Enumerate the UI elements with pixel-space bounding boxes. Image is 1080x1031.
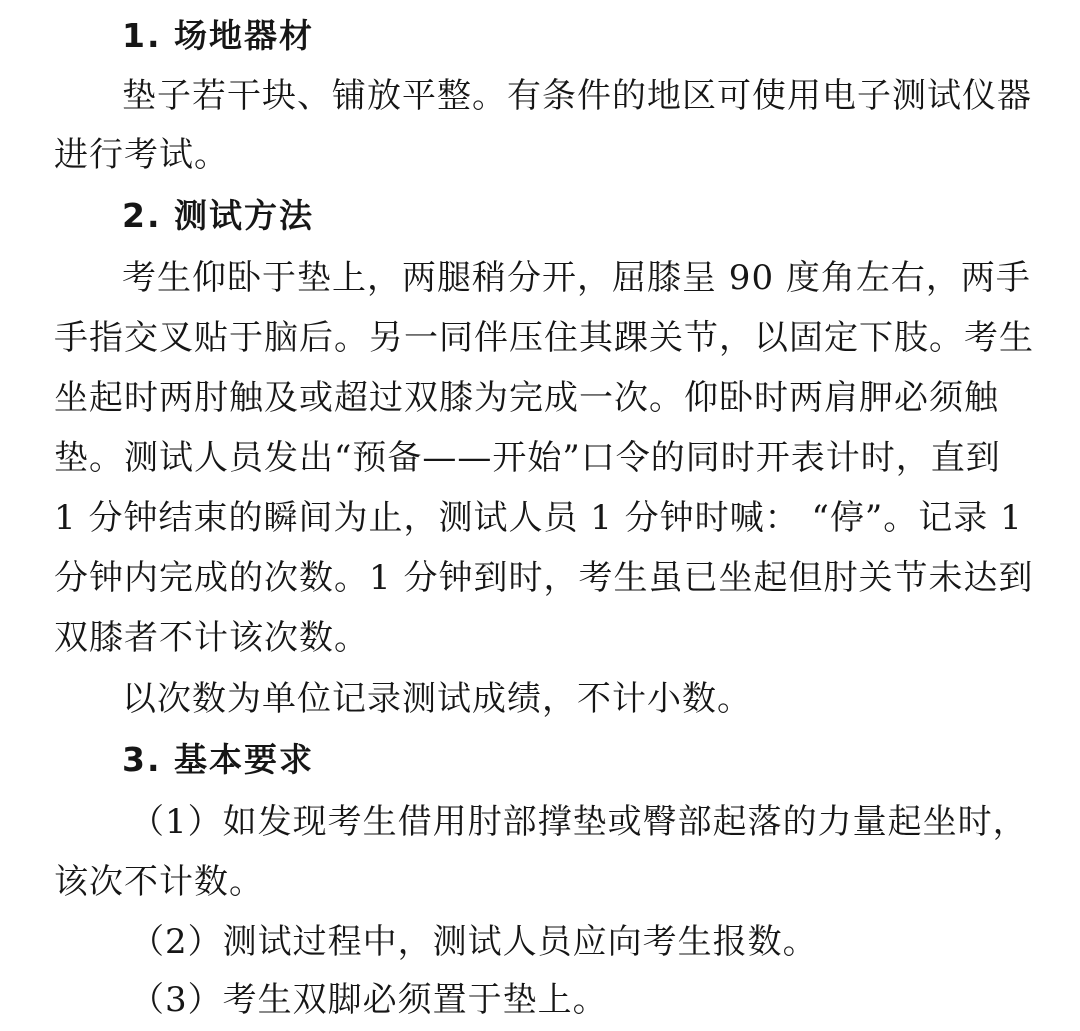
section-1-line-2: 进行考试。 [54,135,229,175]
section-2-heading [0,187,1080,245]
section-3-number: 3. [122,740,162,779]
section-3-title: 基本要求 [174,740,314,779]
section-2-line-6: 分钟内完成的次数。1 分钟到时，考生虽已坐起但肘关节未达到 [54,558,1034,598]
section-2-line-7: 双膝者不计该次数。 [54,618,369,658]
section-2-line-1: 考生仰卧于垫上，两腿稍分开，屈膝呈 90 度角左右，两手 [122,258,1031,298]
section-1-line-1: 垫子若干块、铺放平整。有条件的地区可使用电子测试仪器 [122,76,1032,116]
section-2-line-8: 以次数为单位记录测试成绩，不计小数。 [122,679,752,719]
section-2-number: 2. [122,196,162,235]
section-3-line-1: （1）如发现考生借用肘部撑垫或臀部起落的力量起坐时， [130,802,1028,842]
section-1-heading [0,7,1080,65]
section-3-heading [0,731,1080,789]
section-2-line-2: 手指交叉贴于脑后。另一同伴压住其踝关节，以固定下肢。考生 [54,318,1034,358]
section-1-title: 场地器材 [174,16,314,55]
section-3-line-3: （2）测试过程中，测试人员应向考生报数。 [130,922,818,962]
section-3-line-4: （3）考生双脚必须置于垫上。 [130,980,608,1020]
section-2-line-5: 1 分钟结束的瞬间为止，测试人员 1 分钟时喊： “停”。记录 1 [54,498,1023,538]
section-2-title: 测试方法 [174,196,314,235]
section-3-line-2: 该次不计数。 [54,862,264,902]
section-2-line-3: 坐起时两肘触及或超过双膝为完成一次。仰卧时两肩胛必须触 [54,378,999,418]
section-2-line-4: 垫。测试人员发出“预备——开始”口令的同时开表计时，直到 [54,438,1001,478]
section-1-number: 1. [122,16,162,55]
